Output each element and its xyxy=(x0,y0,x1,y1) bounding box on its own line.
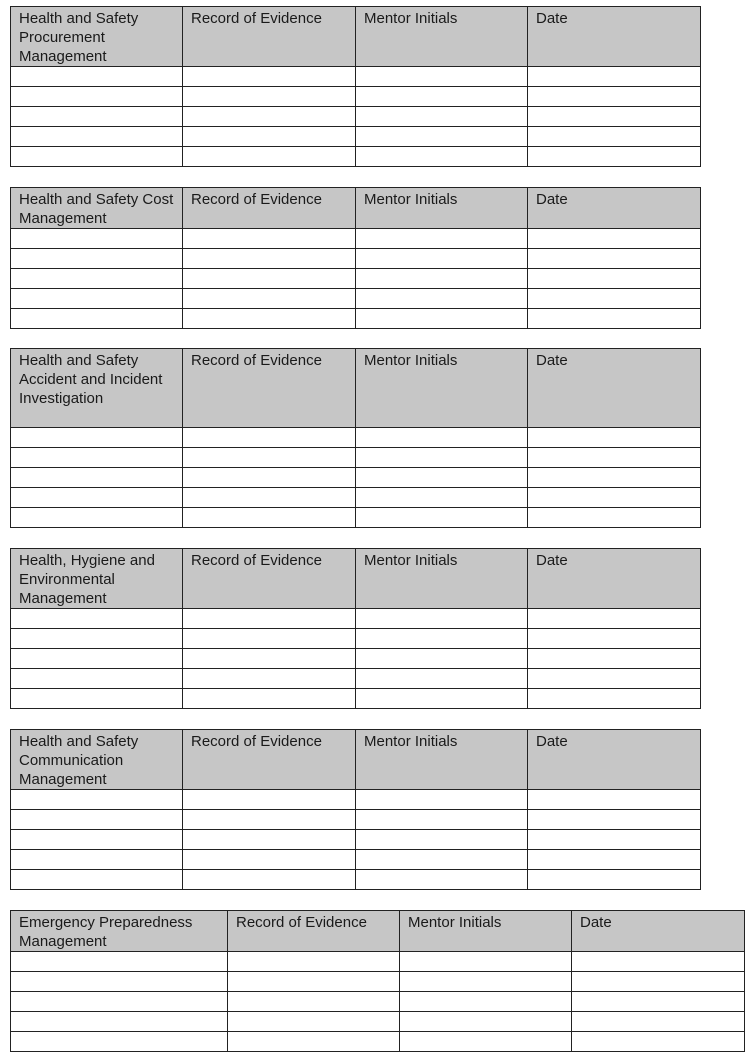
category-cell[interactable] xyxy=(11,309,183,329)
date-cell[interactable] xyxy=(528,87,701,107)
category-cell[interactable] xyxy=(11,790,183,810)
category-cell[interactable] xyxy=(11,67,183,87)
category-cell[interactable] xyxy=(11,870,183,890)
record-of-evidence-header: Record of Evidence xyxy=(183,730,356,790)
table-row xyxy=(11,649,701,669)
mentor-initials-cell[interactable] xyxy=(400,972,572,992)
record-of-evidence-cell[interactable] xyxy=(228,1032,400,1052)
table-row xyxy=(11,147,701,167)
date-cell[interactable] xyxy=(528,629,701,649)
category-cell[interactable] xyxy=(11,1012,228,1032)
date-header: Date xyxy=(528,730,701,790)
record-of-evidence-cell[interactable] xyxy=(183,428,356,448)
record-of-evidence-cell[interactable] xyxy=(183,649,356,669)
table-row xyxy=(11,107,701,127)
date-cell[interactable] xyxy=(572,1012,745,1032)
date-cell[interactable] xyxy=(528,468,701,488)
record-of-evidence-cell[interactable] xyxy=(183,107,356,127)
mentor-initials-header: Mentor Initials xyxy=(356,730,528,790)
category-cell[interactable] xyxy=(11,629,183,649)
record-of-evidence-cell[interactable] xyxy=(183,830,356,850)
record-of-evidence-cell[interactable] xyxy=(183,488,356,508)
record-of-evidence-header: Record of Evidence xyxy=(183,349,356,428)
date-cell[interactable] xyxy=(528,609,701,629)
record-of-evidence-cell[interactable] xyxy=(228,992,400,1012)
category-cell[interactable] xyxy=(11,269,183,289)
date-cell[interactable] xyxy=(572,952,745,972)
mentor-initials-cell[interactable] xyxy=(356,810,528,830)
date-cell[interactable] xyxy=(528,428,701,448)
table-row xyxy=(11,249,701,269)
table-row xyxy=(11,1012,745,1032)
table-row xyxy=(11,1032,745,1052)
date-cell[interactable] xyxy=(528,309,701,329)
table-row xyxy=(11,448,701,468)
date-cell[interactable] xyxy=(528,147,701,167)
date-header: Date xyxy=(528,188,701,229)
mentor-initials-cell[interactable] xyxy=(356,870,528,890)
record-of-evidence-cell[interactable] xyxy=(183,468,356,488)
table-row xyxy=(11,689,701,709)
header-row xyxy=(11,730,701,790)
date-cell[interactable] xyxy=(528,289,701,309)
record-of-evidence-cell[interactable] xyxy=(183,289,356,309)
record-of-evidence-cell[interactable] xyxy=(183,229,356,249)
mentor-initials-cell[interactable] xyxy=(356,229,528,249)
mentor-initials-cell[interactable] xyxy=(356,249,528,269)
category-cell[interactable] xyxy=(11,850,183,870)
category-cell[interactable] xyxy=(11,972,228,992)
category-cell[interactable] xyxy=(11,952,228,972)
category-cell[interactable] xyxy=(11,147,183,167)
mentor-initials-cell[interactable] xyxy=(356,107,528,127)
category-cell[interactable] xyxy=(11,249,183,269)
mentor-initials-cell[interactable] xyxy=(400,992,572,1012)
mentor-initials-header: Mentor Initials xyxy=(400,911,572,952)
date-cell[interactable] xyxy=(528,488,701,508)
mentor-initials-cell[interactable] xyxy=(356,508,528,528)
date-cell[interactable] xyxy=(528,67,701,87)
category-header: Health and Safety Accident and Incident Investigation xyxy=(11,349,183,428)
mentor-initials-cell[interactable] xyxy=(356,448,528,468)
date-cell[interactable] xyxy=(528,249,701,269)
table-row xyxy=(11,309,701,329)
table-row xyxy=(11,830,701,850)
mentor-initials-cell[interactable] xyxy=(356,428,528,448)
category-cell[interactable] xyxy=(11,830,183,850)
table-row xyxy=(11,127,701,147)
record-of-evidence-header: Record of Evidence xyxy=(183,188,356,229)
category-cell[interactable] xyxy=(11,508,183,528)
category-cell[interactable] xyxy=(11,127,183,147)
table-row xyxy=(11,229,701,249)
category-cell[interactable] xyxy=(11,428,183,448)
mentor-initials-cell[interactable] xyxy=(356,309,528,329)
date-cell[interactable] xyxy=(572,972,745,992)
record-of-evidence-cell[interactable] xyxy=(183,249,356,269)
record-of-evidence-cell[interactable] xyxy=(228,972,400,992)
table-row xyxy=(11,669,701,689)
category-cell[interactable] xyxy=(11,468,183,488)
evidence-table-accident xyxy=(10,348,701,528)
date-cell[interactable] xyxy=(528,649,701,669)
header-row xyxy=(11,7,701,67)
evidence-table-procurement xyxy=(10,6,701,167)
mentor-initials-header: Mentor Initials xyxy=(356,549,528,609)
mentor-initials-cell[interactable] xyxy=(356,289,528,309)
date-header: Date xyxy=(528,549,701,609)
date-cell[interactable] xyxy=(528,229,701,249)
mentor-initials-cell[interactable] xyxy=(356,87,528,107)
record-of-evidence-cell[interactable] xyxy=(183,508,356,528)
date-cell[interactable] xyxy=(528,448,701,468)
record-of-evidence-cell[interactable] xyxy=(183,870,356,890)
date-cell[interactable] xyxy=(528,810,701,830)
date-cell[interactable] xyxy=(572,992,745,1012)
category-cell[interactable] xyxy=(11,488,183,508)
mentor-initials-cell[interactable] xyxy=(356,669,528,689)
record-of-evidence-cell[interactable] xyxy=(228,1012,400,1032)
table-row xyxy=(11,952,745,972)
mentor-initials-cell[interactable] xyxy=(400,1032,572,1052)
record-of-evidence-cell[interactable] xyxy=(183,87,356,107)
category-cell[interactable] xyxy=(11,289,183,309)
evidence-table-cost xyxy=(10,187,701,329)
mentor-initials-cell[interactable] xyxy=(356,649,528,669)
record-of-evidence-cell[interactable] xyxy=(183,127,356,147)
category-cell[interactable] xyxy=(11,810,183,830)
record-of-evidence-cell[interactable] xyxy=(183,448,356,468)
date-header: Date xyxy=(572,911,745,952)
record-of-evidence-cell[interactable] xyxy=(183,629,356,649)
mentor-initials-cell[interactable] xyxy=(356,850,528,870)
category-header: Health and Safety Communication Management xyxy=(11,730,183,790)
evidence-table-emergency xyxy=(10,910,745,1052)
table-row xyxy=(11,289,701,309)
mentor-initials-cell[interactable] xyxy=(356,790,528,810)
date-cell[interactable] xyxy=(528,269,701,289)
category-cell[interactable] xyxy=(11,992,228,1012)
date-cell[interactable] xyxy=(528,689,701,709)
category-cell[interactable] xyxy=(11,609,183,629)
table-row xyxy=(11,508,701,528)
record-of-evidence-cell[interactable] xyxy=(183,850,356,870)
table-row xyxy=(11,609,701,629)
mentor-initials-cell[interactable] xyxy=(356,127,528,147)
mentor-initials-header: Mentor Initials xyxy=(356,349,528,428)
record-of-evidence-cell[interactable] xyxy=(183,790,356,810)
category-cell[interactable] xyxy=(11,87,183,107)
date-cell[interactable] xyxy=(528,127,701,147)
table-row xyxy=(11,992,745,1012)
table-row xyxy=(11,488,701,508)
evidence-table-communication xyxy=(10,729,701,890)
mentor-initials-cell[interactable] xyxy=(400,1012,572,1032)
mentor-initials-header: Mentor Initials xyxy=(356,7,528,67)
record-of-evidence-cell[interactable] xyxy=(183,147,356,167)
header-row xyxy=(11,549,701,609)
table-row xyxy=(11,810,701,830)
record-of-evidence-cell[interactable] xyxy=(183,269,356,289)
record-of-evidence-header: Record of Evidence xyxy=(228,911,400,952)
category-cell[interactable] xyxy=(11,669,183,689)
table-row xyxy=(11,972,745,992)
table-row xyxy=(11,468,701,488)
mentor-initials-cell[interactable] xyxy=(356,147,528,167)
date-cell[interactable] xyxy=(528,790,701,810)
category-cell[interactable] xyxy=(11,107,183,127)
category-header: Health, Hygiene and Environmental Management xyxy=(11,549,183,609)
record-of-evidence-cell[interactable] xyxy=(183,67,356,87)
category-cell[interactable] xyxy=(11,1032,228,1052)
category-cell[interactable] xyxy=(11,649,183,669)
table-row xyxy=(11,629,701,649)
table-row xyxy=(11,428,701,448)
category-cell[interactable] xyxy=(11,229,183,249)
date-cell[interactable] xyxy=(528,669,701,689)
category-cell[interactable] xyxy=(11,448,183,468)
record-of-evidence-cell[interactable] xyxy=(183,609,356,629)
header-row xyxy=(11,188,701,229)
header-row xyxy=(11,349,701,428)
record-of-evidence-cell[interactable] xyxy=(183,810,356,830)
table-row xyxy=(11,67,701,87)
table-row xyxy=(11,269,701,289)
mentor-initials-cell[interactable] xyxy=(356,488,528,508)
mentor-initials-cell[interactable] xyxy=(356,609,528,629)
record-of-evidence-cell[interactable] xyxy=(228,952,400,972)
table-row xyxy=(11,850,701,870)
date-header: Date xyxy=(528,7,701,67)
record-of-evidence-header: Record of Evidence xyxy=(183,7,356,67)
date-cell[interactable] xyxy=(528,107,701,127)
mentor-initials-cell[interactable] xyxy=(356,468,528,488)
date-cell[interactable] xyxy=(528,508,701,528)
table-row xyxy=(11,87,701,107)
date-cell[interactable] xyxy=(572,1032,745,1052)
header-row xyxy=(11,911,745,952)
table-row xyxy=(11,870,701,890)
record-of-evidence-cell[interactable] xyxy=(183,689,356,709)
record-of-evidence-cell[interactable] xyxy=(183,669,356,689)
date-cell[interactable] xyxy=(528,830,701,850)
mentor-initials-cell[interactable] xyxy=(356,269,528,289)
date-header: Date xyxy=(528,349,701,428)
category-header: Health and Safety Cost Management xyxy=(11,188,183,229)
mentor-initials-cell[interactable] xyxy=(356,629,528,649)
mentor-initials-cell[interactable] xyxy=(356,67,528,87)
record-of-evidence-cell[interactable] xyxy=(183,309,356,329)
category-cell[interactable] xyxy=(11,689,183,709)
category-header: Emergency Preparedness Management xyxy=(11,911,228,952)
mentor-initials-cell[interactable] xyxy=(400,952,572,972)
mentor-initials-cell[interactable] xyxy=(356,830,528,850)
date-cell[interactable] xyxy=(528,870,701,890)
mentor-initials-header: Mentor Initials xyxy=(356,188,528,229)
category-header: Health and Safety Procurement Management xyxy=(11,7,183,67)
table-row xyxy=(11,790,701,810)
record-of-evidence-header: Record of Evidence xyxy=(183,549,356,609)
date-cell[interactable] xyxy=(528,850,701,870)
evidence-table-hygiene xyxy=(10,548,701,709)
mentor-initials-cell[interactable] xyxy=(356,689,528,709)
